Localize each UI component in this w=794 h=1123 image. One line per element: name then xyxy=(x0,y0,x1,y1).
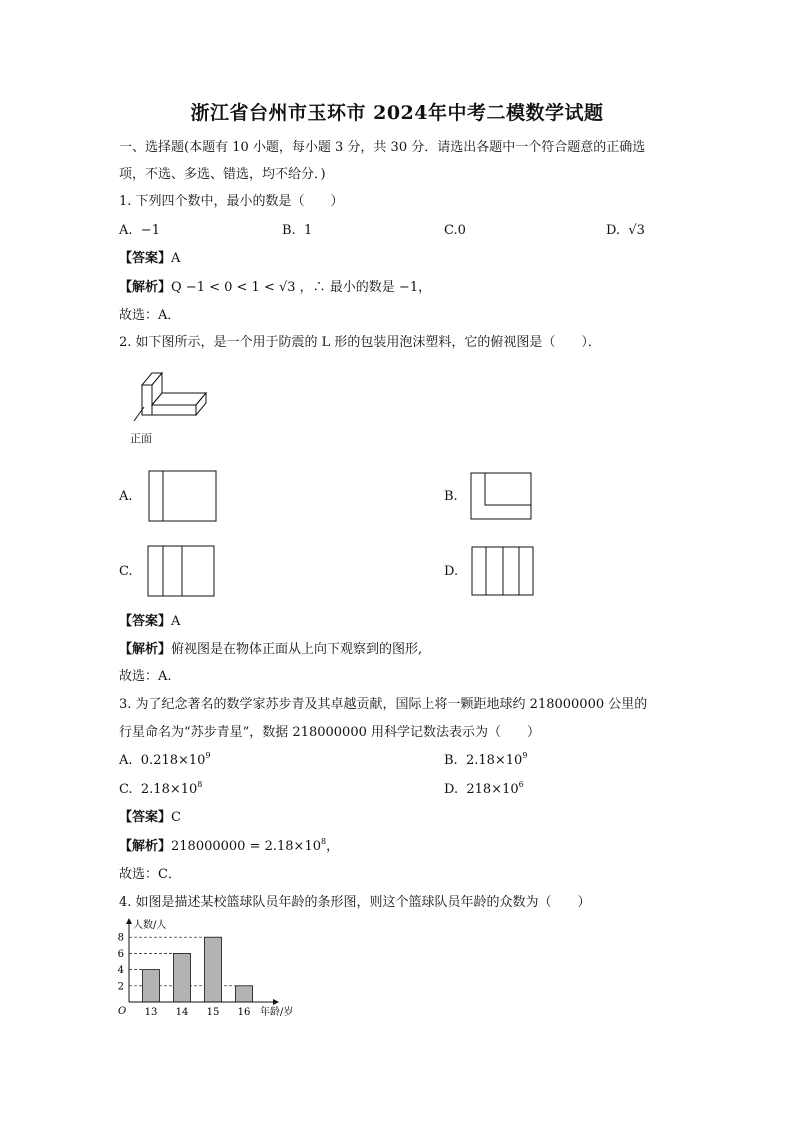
q1-choose: 故选：A． xyxy=(119,308,181,323)
q1-option-c xyxy=(444,222,466,240)
option-letter: D. xyxy=(606,223,621,238)
y-tick-label: 2 xyxy=(117,981,124,993)
q2-stem: 2. 如下图所示，是一个用于防震的 L 形的包装用泡沫塑料，它的俯视图是（ ）． xyxy=(119,335,601,350)
analysis-tag: 【解析】 xyxy=(119,280,172,295)
option-text: √3 xyxy=(628,223,645,238)
q3-option-b xyxy=(444,752,527,770)
analysis-exponent: 8 xyxy=(321,837,327,846)
analysis-text: 俯视图是在物体正面从上向下观察到的图形, xyxy=(171,642,423,657)
option-base: 218×10 xyxy=(466,782,519,797)
section-header-line1: 一、选择题(本题有 10 小题，每小题 3 分，共 30 分．请选出各题中一个符合题意的正确选 xyxy=(119,140,646,155)
answer-tag: 【答案】 xyxy=(119,614,172,629)
q2-option-b-figure xyxy=(470,472,533,521)
q1-option-b xyxy=(282,222,312,240)
analysis-tag: 【解析】 xyxy=(119,839,172,854)
q2-option-c-figure xyxy=(147,545,217,598)
answer-value: C xyxy=(171,810,181,825)
x-tick-label: 14 xyxy=(175,1007,189,1018)
option-text: 0 xyxy=(457,223,466,238)
q2-answer xyxy=(119,613,180,631)
q3-stem-line2: 行星命名为“苏步青星”，数据 218000000 用科学记数法表示为（ ） xyxy=(119,725,540,740)
answer-value: A xyxy=(171,251,181,266)
option-exponent: 9 xyxy=(205,751,211,760)
analysis-tag: 【解析】 xyxy=(119,642,172,657)
q4-stem: 4. 如图是描述某校篮球队员年龄的条形图，则这个篮球队员年龄的众数为（ ） xyxy=(119,895,591,910)
front-label: 正面 xyxy=(130,432,152,445)
q2-option-c-letter: C. xyxy=(119,564,133,579)
section-header-line2: 项，不选、多选、错选，均不给分．) xyxy=(119,167,326,182)
y-tick-label: 4 xyxy=(117,965,124,977)
option-letter: A. xyxy=(119,223,133,238)
option-letter: B. xyxy=(282,223,296,238)
option-exponent: 9 xyxy=(522,751,528,760)
bar-14 xyxy=(174,953,191,1002)
q1-option-a xyxy=(119,222,160,240)
answer-tag: 【答案】 xyxy=(119,810,172,825)
q2-option-b-letter: B. xyxy=(444,489,458,504)
q3-stem-line1: 3. 为了纪念著名的数学家苏步青及其卓越贡献，国际上将一颗距地球约 218000000 公里的 xyxy=(119,697,648,712)
age-bar-chart xyxy=(115,915,315,1020)
q3-option-d xyxy=(444,781,524,799)
x-tick-label: 16 xyxy=(237,1007,251,1018)
answer-value: A xyxy=(171,614,181,629)
option-exponent: 6 xyxy=(518,780,524,789)
bar-16 xyxy=(236,986,253,1002)
q2-option-d-figure xyxy=(471,546,535,597)
q3-option-c xyxy=(119,781,202,799)
option-exponent: 8 xyxy=(197,780,203,789)
option-base: 2.18×10 xyxy=(140,782,198,797)
answer-tag: 【答案】 xyxy=(119,251,172,266)
analysis-base: 218000000 = 2.18×10 xyxy=(171,839,321,854)
y-tick-label: 8 xyxy=(117,932,124,944)
analysis-tail: ， xyxy=(326,839,340,854)
l-shape-figure xyxy=(128,363,210,421)
x-tick-label: 15 xyxy=(206,1007,220,1018)
option-letter: B. xyxy=(444,753,458,768)
page-title: 浙江省台州市玉环市 2024年中考二模数学试题 xyxy=(190,102,604,124)
bar-15 xyxy=(205,937,222,1002)
q3-choose: 故选：C． xyxy=(119,867,181,882)
origin-label: O xyxy=(118,1006,127,1017)
option-letter: C. xyxy=(119,782,133,797)
q3-answer xyxy=(119,809,181,827)
option-text: 1 xyxy=(303,223,313,238)
option-base: 0.218×10 xyxy=(140,753,206,768)
q3-analysis xyxy=(119,838,339,856)
q2-option-a-figure xyxy=(148,470,218,523)
q1-analysis xyxy=(119,279,431,297)
q2-option-d-letter: D. xyxy=(444,564,459,579)
analysis-text: Q −1 < 0 < 1 < √3 ，∴ 最小的数是 −1， xyxy=(171,280,432,295)
option-base: 2.18×10 xyxy=(465,753,523,768)
q1-answer xyxy=(119,250,180,268)
q2-option-a-letter: A. xyxy=(119,489,133,504)
option-letter: D. xyxy=(444,782,459,797)
x-axis-label: 年龄/岁 xyxy=(260,1007,294,1018)
bar-13 xyxy=(143,970,160,1002)
q1-option-d xyxy=(606,222,645,240)
q3-option-a xyxy=(119,752,211,770)
y-tick-label: 6 xyxy=(117,948,124,960)
q2-analysis xyxy=(119,641,422,659)
q1-stem: 1. 下列四个数中，最小的数是（ ） xyxy=(119,194,344,209)
option-text: −1 xyxy=(140,223,160,238)
y-axis-label: 人数/人 xyxy=(133,920,167,931)
q2-choose: 故选：A. xyxy=(119,669,172,684)
x-tick-label: 13 xyxy=(144,1007,158,1018)
option-letter: A. xyxy=(119,753,133,768)
option-letter: C. xyxy=(444,223,458,238)
